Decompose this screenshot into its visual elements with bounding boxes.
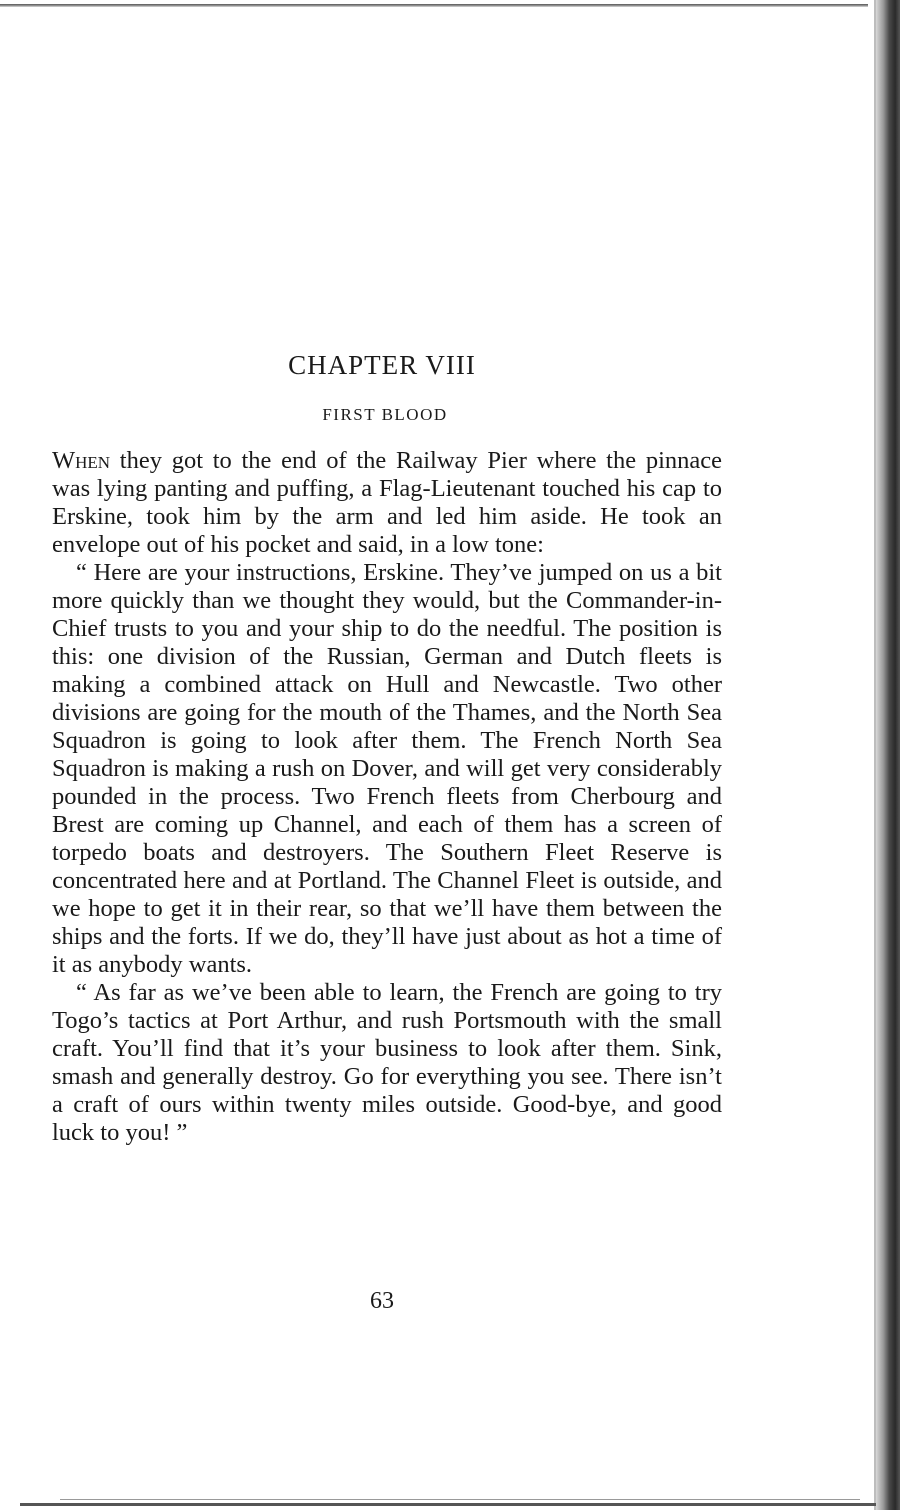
page-top-edge — [0, 4, 868, 7]
paragraph-lead-word: When — [52, 447, 111, 474]
paragraph-1-text: they got to the end of the Railway Pier where the pinnace was lying panting and puffing, a Flag-Lieutenant touched his cap to Erskine, took him by the arm and led him aside. He took an envelope out of his pocket and said, in a low tone: — [52, 447, 722, 558]
chapter-title: CHAPTER VIII — [288, 350, 476, 380]
page-right-edge-shadow — [876, 0, 900, 1510]
body-text — [52, 447, 722, 1147]
page-number: 63 — [370, 1288, 394, 1314]
paragraph-1 — [52, 447, 722, 559]
chapter-subtitle: FIRST BLOOD — [322, 405, 448, 424]
paragraph-2: “ Here are your instructions, Erskine. They’ve jumped on us a bit more quickly than we thought they would, but the Commander-in-Chief trusts to you and your ship to do the needful. The position is this: one division of the Russian, German and Dutch fleets is making a combined attack on Hull and Newcastle. Two other divisions are going for the mouth of the Thames, and the North Sea Squadron is going to look after them. The French North Sea Squadron is making a rush on Dover, and will get very considerably pounded in the process. Two French fleets from Cherbourg and Brest are coming up Channel, and each of them has a screen of torpedo boats and destroyers. The Southern Fleet Reserve is concentrated here and at Portland. The Channel Fleet is outside, and we hope to get it in their rear, so that we’ll have them between the ships and the forts. If we do, they’ll have just about as hot a time of it as anybody wants. — [52, 559, 722, 978]
page-bottom-edge-line — [60, 1499, 860, 1500]
page-bottom-edge — [20, 1503, 876, 1506]
paragraph-3: “ As far as we’ve been able to learn, the French are going to try Togo’s tactics at Port Arthur, and rush Portsmouth with the small craft. You’ll find that it’s your business to look after them. Sink, smash and generally destroy. Go for everything you see. There isn’t a craft of ours within twenty miles outside. Good-bye, and good luck to you! ” — [52, 979, 722, 1146]
